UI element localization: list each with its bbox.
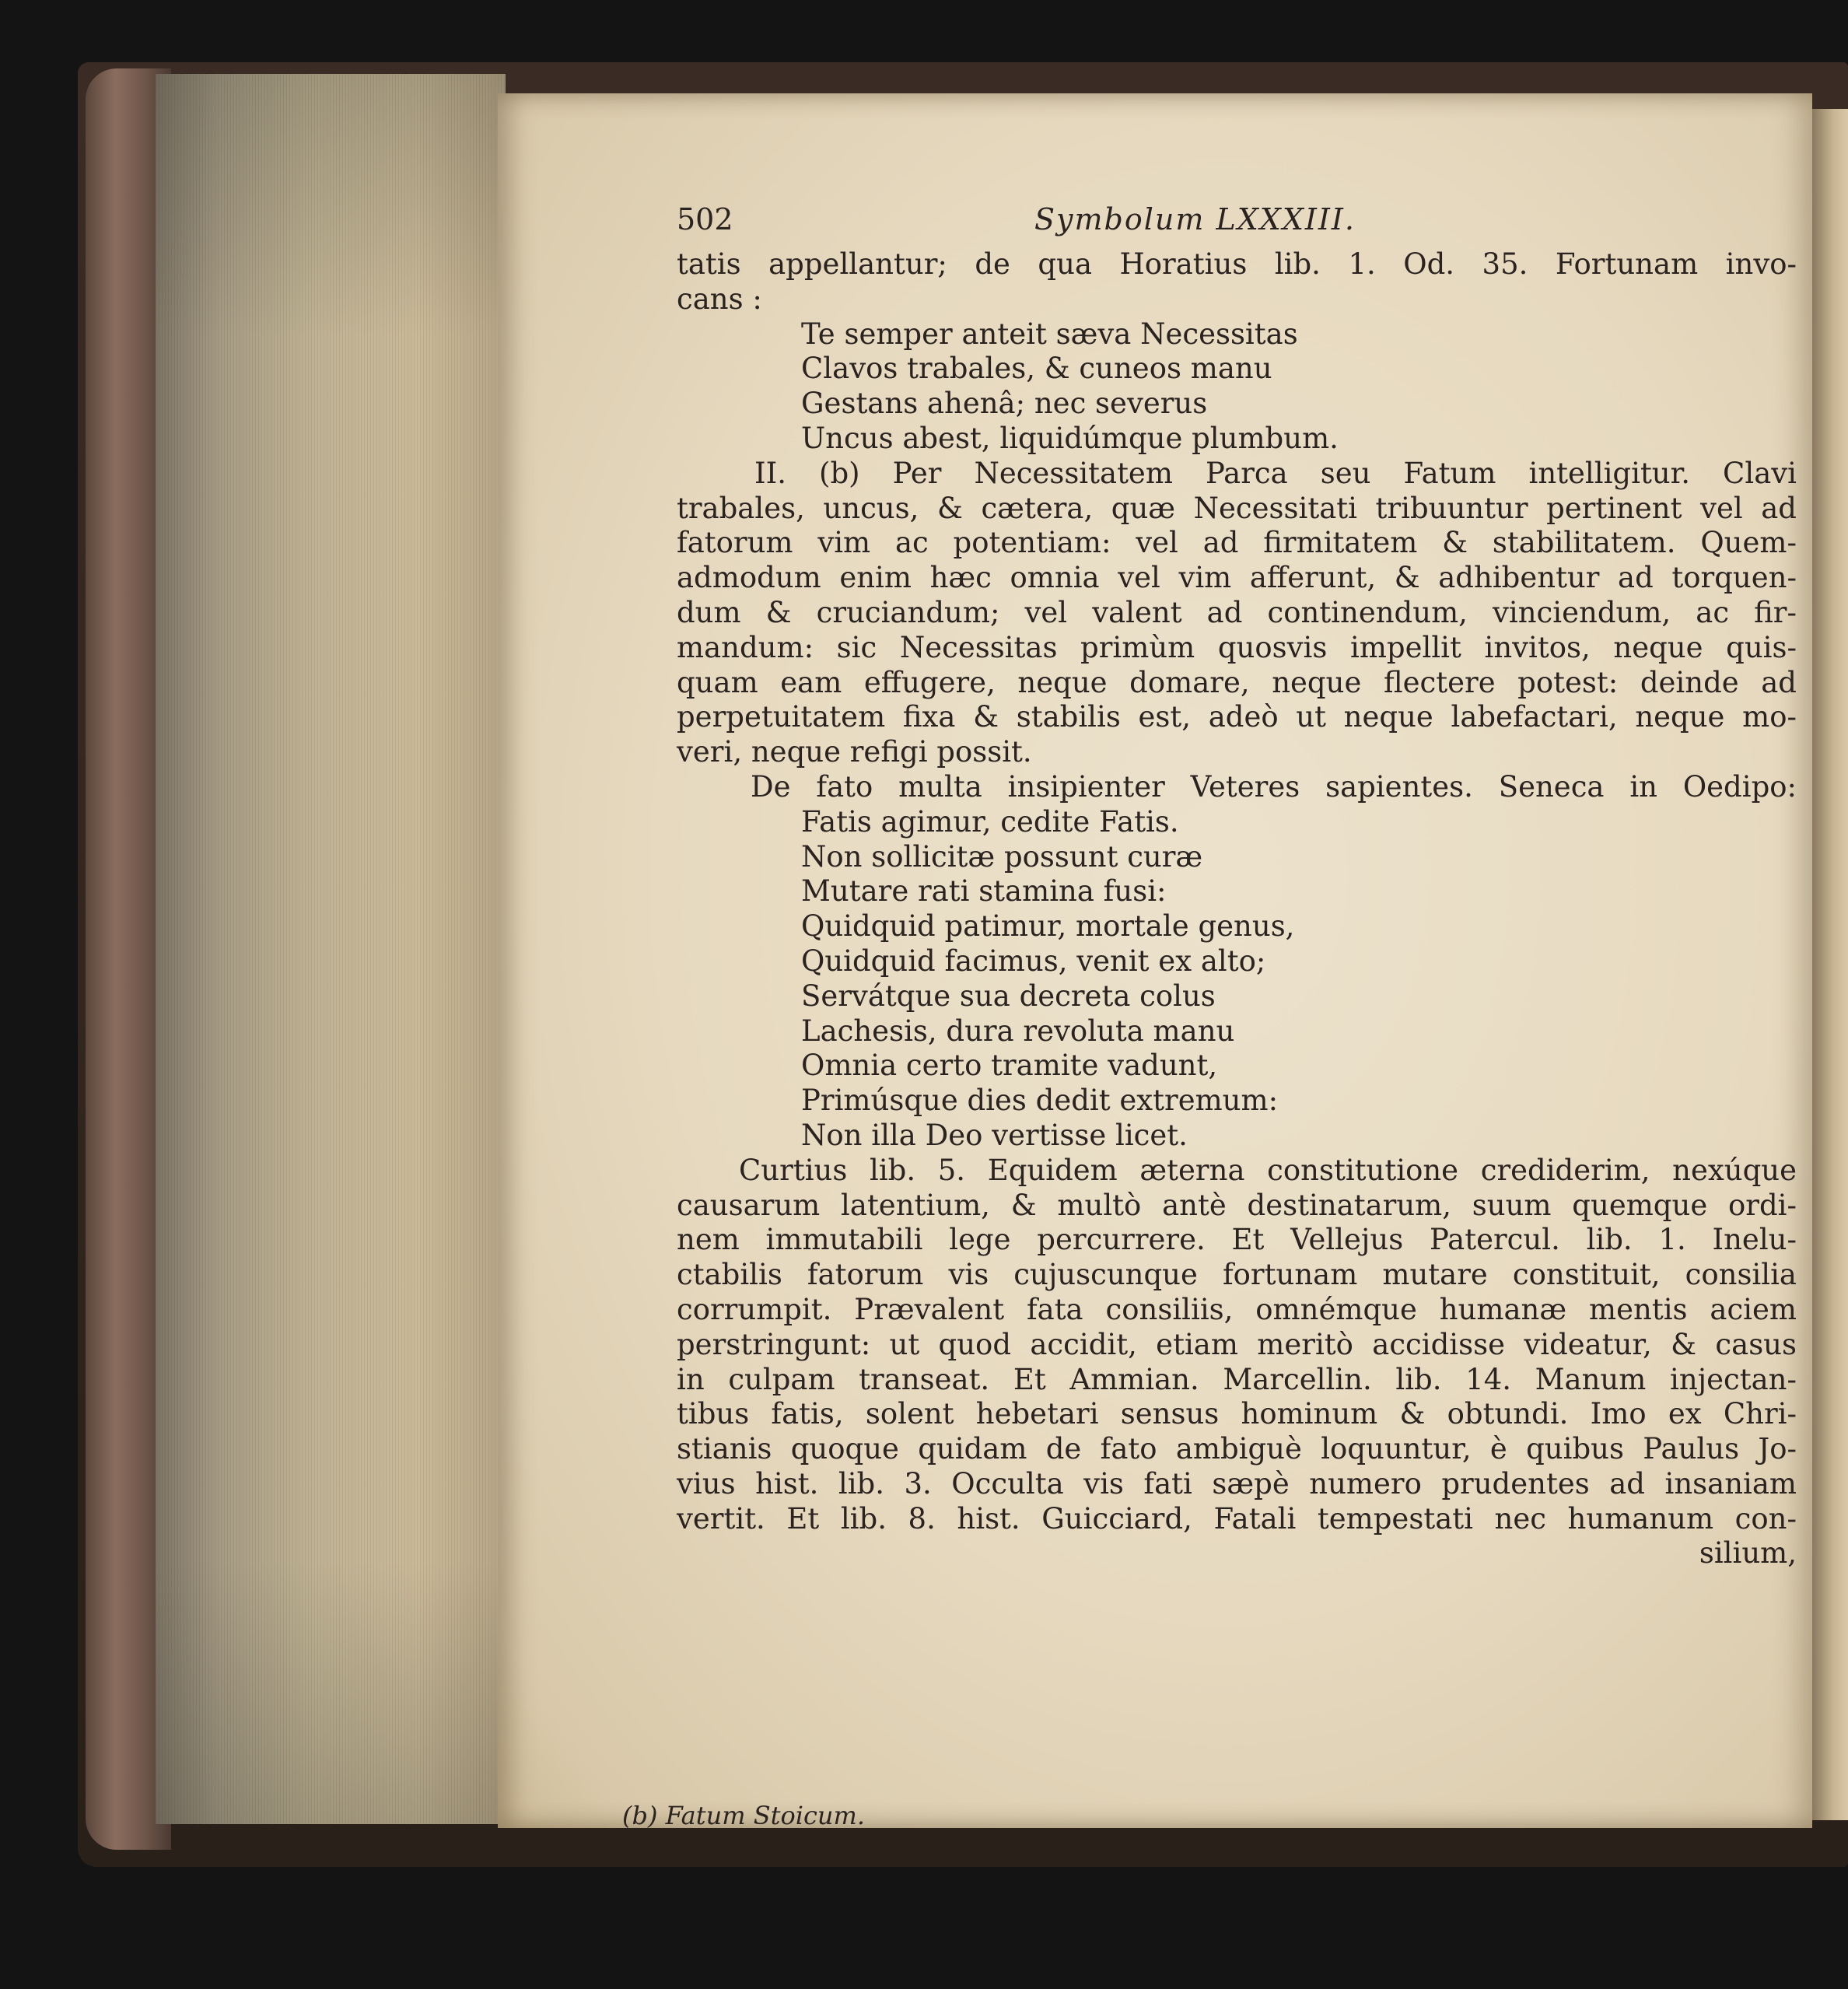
text-line: dum & cruciandum; vel valent ad continendum, vinciendum, ac fir- — [677, 595, 1797, 629]
page-text — [677, 202, 1797, 1571]
text-line: in culpam transeat. Et Ammian. Marcellin. lib. 14. Manum injectan- — [677, 1362, 1797, 1396]
verse-line: Quidquid patimur, mortale genus, — [801, 909, 1295, 944]
page-edges — [156, 74, 506, 1824]
text-line: II. (b) Per Necessitatem Parca seu Fatum intelligitur. Clavi — [754, 456, 1797, 490]
text-line: tibus fatis, solent hebetari sensus hominum & obtundi. Imo ex Chri- — [677, 1397, 1797, 1431]
text-line: ctabilis fatorum vis cujuscunque fortunam mutare constituit, consilia — [677, 1258, 1797, 1292]
verse-line: Non sollicitæ possunt curæ — [801, 839, 1203, 874]
text-line: perstringunt: ut quod accidit, etiam meritò accidisse videatur, & casus — [677, 1327, 1797, 1361]
verse-line: Mutare rati stamina fusi: — [801, 874, 1167, 909]
verse-line: Quidquid facimus, venit ex alto; — [801, 944, 1266, 978]
text-line: tatis appellantur; de qua Horatius lib. 1. Od. 35. Fortunam invo- — [677, 247, 1797, 281]
text-line: causarum latentium, & multò antè destinatarum, suum quemque ordi- — [677, 1188, 1797, 1222]
text-line: vius hist. lib. 3. Occulta vis fati sæpè numero prudentes ad insaniam — [677, 1466, 1797, 1501]
page-502 — [498, 93, 1812, 1828]
text-line: perpetuitatem fixa & stabilis est, adeò ut neque labefactari, neque mo- — [677, 700, 1797, 734]
text-line: mandum: sic Necessitas primùm quosvis impellit invitos, neque quis- — [677, 630, 1797, 664]
text-line: vertit. Et lib. 8. hist. Guicciard, Fatali tempestati nec humanum con- — [677, 1501, 1797, 1536]
verse-line: Servátque sua decreta colus — [801, 979, 1216, 1013]
text-line: De fato multa insipienter Veteres sapientes. Seneca in Oedipo: — [751, 769, 1797, 804]
footnote: (b) Fatum Stoicum. — [622, 1801, 866, 1830]
text-line: quam eam effugere, neque domare, neque flectere potest: deinde ad — [677, 665, 1797, 699]
text-line: admodum enim hæc omnia vel vim afferunt, & adhibentur ad torquen- — [677, 561, 1797, 595]
verse-line: Omnia certo tramite vadunt, — [801, 1049, 1218, 1083]
page-header — [677, 202, 1797, 241]
verse-line: Fatis agimur, cedite Fatis. — [801, 804, 1179, 839]
verse-line: Non illa Deo vertisse licet. — [801, 1118, 1188, 1152]
facing-page-edge — [1812, 109, 1848, 1820]
text-line: nem immutabili lege percurrere. Et Vellejus Patercul. lib. 1. Inelu- — [677, 1223, 1797, 1257]
verse-line: Primúsque dies dedit extremum: — [801, 1084, 1279, 1118]
verse-line: Lachesis, dura revoluta manu — [801, 1014, 1235, 1048]
text-line: cans : — [677, 282, 762, 316]
text-line: Curtius lib. 5. Equidem æterna constitutione crediderim, nexúque — [739, 1153, 1797, 1187]
verse-line: Clavos trabales, & cuneos manu — [801, 352, 1272, 386]
verse-line: Gestans ahenâ; nec severus — [801, 387, 1208, 421]
text-line: trabales, uncus, & cætera, quæ Necessitati tribuuntur pertinent vel ad — [677, 491, 1797, 525]
text-line: fatorum vim ac potentiam: vel ad firmitatem & stabilitatem. Quem- — [677, 526, 1797, 560]
page-number: 502 — [677, 202, 733, 236]
verse-line: Uncus abest, liquidúmque plumbum. — [801, 421, 1339, 455]
text-line: stianis quoque quidam de fato ambiguè loquuntur, è quibus Paulus Jo- — [677, 1432, 1797, 1466]
verse-line: Te semper anteit sæva Necessitas — [801, 317, 1298, 351]
text-line: corrumpit. Prævalent fata consiliis, omnémque humanæ mentis aciem — [677, 1292, 1797, 1326]
catchword: silium, — [1699, 1536, 1797, 1571]
running-head: Symbolum LXXXIII. — [1034, 202, 1356, 236]
text-line: veri, neque refigi possit. — [677, 735, 1032, 769]
